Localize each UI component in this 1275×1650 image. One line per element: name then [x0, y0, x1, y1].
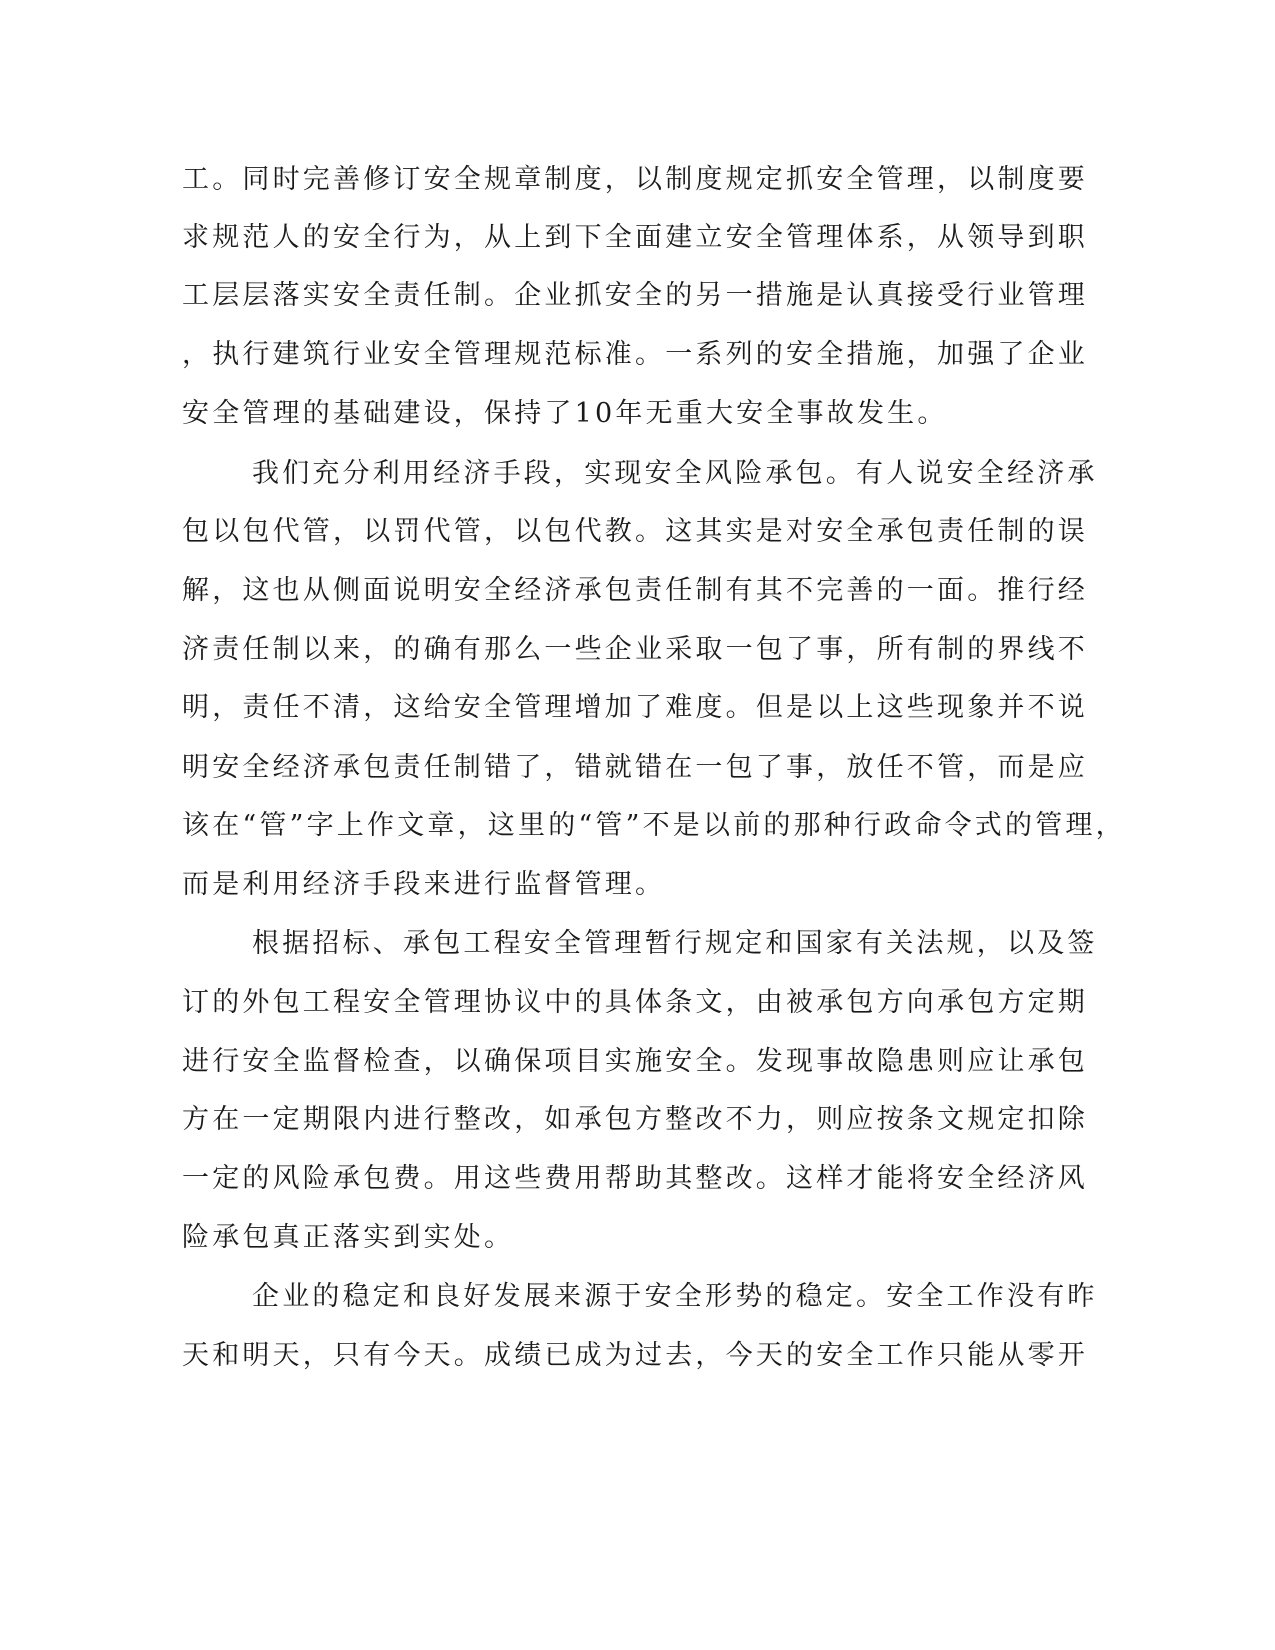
- paragraph-2-line-6: 明安全经济承包责任制错了，错就错在一包了事，放任不管，而是应: [182, 752, 1088, 783]
- paragraph-2-line-1: 我们充分利用经济手段，实现安全风险承包。有人说安全经济承: [252, 458, 1098, 489]
- paragraph-2-line-3: 解，这也从侧面说明安全经济承包责任制有其不完善的一面。推行经: [182, 575, 1088, 606]
- paragraph-1-line-4: ，执行建筑行业安全管理规范标准。一系列的安全措施，加强了企业: [182, 339, 1088, 370]
- paragraph-1-line-3: 工层层落实安全责任制。企业抓安全的另一措施是认真接受行业管理: [182, 280, 1088, 311]
- paragraph-3-line-5: 一定的风险承包费。用这些费用帮助其整改。这样才能将安全经济风: [182, 1163, 1088, 1194]
- paragraph-1-line-5: 安全管理的基础建设，保持了10年无重大安全事故发生。: [182, 398, 948, 429]
- paragraph-1-line-2: 求规范人的安全行为，从上到下全面建立安全管理体系，从领导到职: [182, 222, 1088, 253]
- paragraph-4-line-2: 天和明天，只有今天。成绩已成为过去，今天的安全工作只能从零开: [182, 1340, 1088, 1371]
- paragraph-3-line-2: 订的外包工程安全管理协议中的具体条文，由被承包方向承包方定期: [182, 987, 1088, 1018]
- paragraph-2-line-8: 而是利用经济手段来进行监督管理。: [182, 869, 666, 900]
- paragraph-3-line-6: 险承包真正落实到实处。: [182, 1222, 515, 1253]
- paragraph-2-line-5: 明，责任不清，这给安全管理增加了难度。但是以上这些现象并不说: [182, 692, 1088, 723]
- paragraph-4-line-1: 企业的稳定和良好发展来源于安全形势的稳定。安全工作没有昨: [252, 1281, 1098, 1312]
- paragraph-2-line-7: 该在“管”字上作文章，这里的“管”不是以前的那种行政命令式的管理，: [182, 810, 1126, 841]
- paragraph-2-line-4: 济责任制以来，的确有那么一些企业采取一包了事，所有制的界线不: [182, 634, 1088, 665]
- paragraph-2-line-2: 包以包代管，以罚代管，以包代教。这其实是对安全承包责任制的误: [182, 516, 1088, 547]
- paragraph-3-line-4: 方在一定期限内进行整改，如承包方整改不力，则应按条文规定扣除: [182, 1104, 1088, 1135]
- paragraph-3-line-1: 根据招标、承包工程安全管理暂行规定和国家有关法规，以及签: [252, 928, 1098, 959]
- paragraph-1-line-1: 工。同时完善修订安全规章制度，以制度规定抓安全管理，以制度要: [182, 164, 1088, 195]
- paragraph-3-line-3: 进行安全监督检查，以确保项目实施安全。发现事故隐患则应让承包: [182, 1046, 1088, 1077]
